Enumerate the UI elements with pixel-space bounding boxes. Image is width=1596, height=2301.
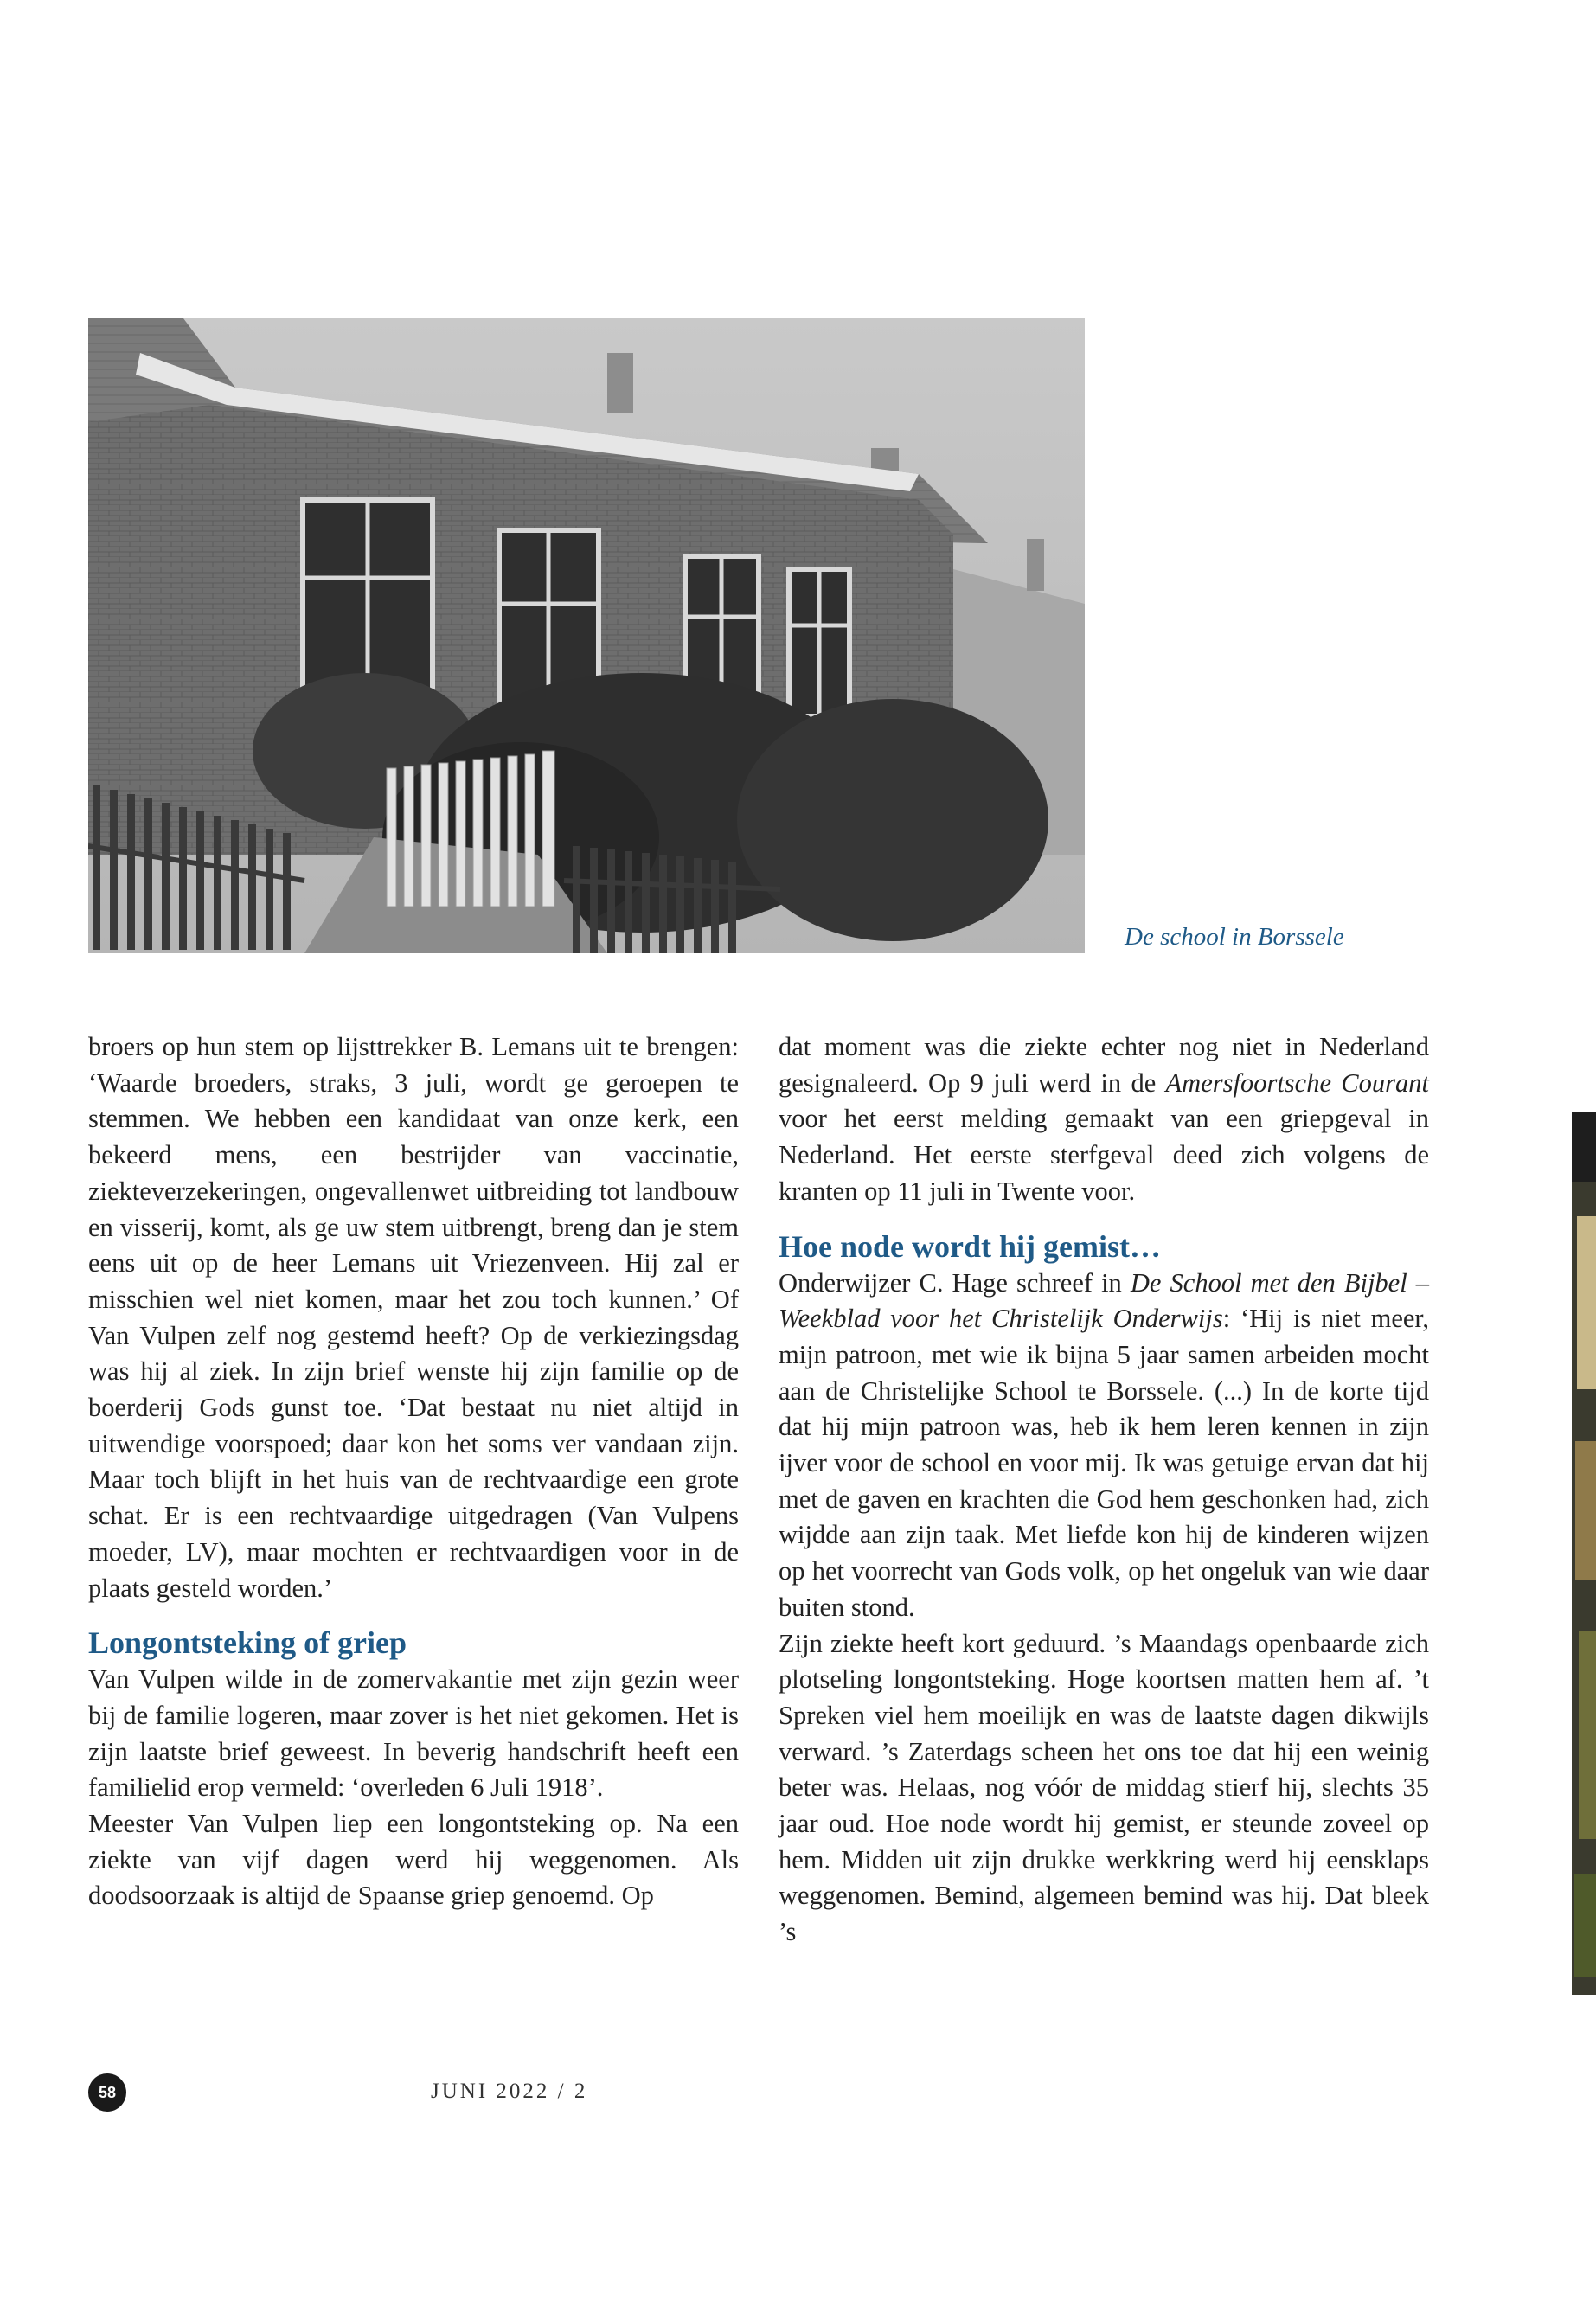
body-paragraph: Meester Van Vulpen liep een longontsteking op. Na een ziekte van vijf dagen werd hij weggenomen. Als doodsoorzaak is altijd de Spaanse griep genoemd. Op [88,1809,739,1911]
body-paragraph: Onderwijzer C. Hage schreef in De School met den Bijbel – Weekblad voor het Christelijk Onderwijs: ‘Hij is niet meer, mijn patroon, met wie ik bijna 5 jaar samen arbeiden mocht aan de Christelijke School te Borssele. (...) In de korte tijd dat hij mijn patroon was, heb ik hem leren kennen in zijn ijver voor de school en voor mij. Ik was getuige ervan dat hij met de gaven en krachten die God hem geschonken had, zich wijdde aan zijn taak. Met liefde kon hij de kinderen wijzen op het voorrecht van Gods volk, op het ongeluk van wie daar buiten stond. [779,1267,1429,1622]
body-paragraph: dat moment was die ziekte echter nog niet in Nederland gesignaleerd. Op 9 juli werd in de Amersfoortsche Courant voor het eerst melding gemaakt van een griepgeval in Nederland. Het eerste sterfgeval deed zich volgens de kranten op 11 juli in Twente voor. [779,1032,1429,1206]
left-column [88,1029,739,1914]
publication-title: De School met den Bijbel – Weekblad voor het Christelijk Onderwijs [779,1267,1429,1334]
body-paragraph: Zijn ziekte heeft kort geduurd. ’s Maandags openbaarde zich plotseling longontsteking. Hoge koortsen matten hem af. ’t Spreken viel hem moeilijk en was de laatste dagen dikwijls verward. ’s Zaterdags scheen het ons toe dat hij een weinig beter was. Helaas, nog vóór de middag stierf hij, slechts 35 jaar oud. Hoe node wordt hij gemist, er steunde zoveel op hem. Midden uit zijn drukke werkkring werd hij eensklaps weggenomen. Bemind, algemeen bemind was hij. Dat bleek ’s [779,1628,1429,1947]
body-paragraph: Van Vulpen wilde in de zomervakantie met zijn gezin weer bij de familie logeren, maar zover is het niet gekomen. Het is zijn laatste brief geweest. In beverig handschrift heeft een familielid erop vermeld: ‘overleden 6 Juli 1918’. [88,1664,739,1803]
adjacent-page-edge [1572,1112,1596,1995]
section-heading: Longontsteking of griep [88,1625,407,1661]
school-photo [88,318,1085,953]
newspaper-title: Amersfoortsche Courant [1165,1067,1429,1098]
body-paragraph: broers op hun stem op lijsttrekker B. Lemans uit te brengen: ‘Waarde broeders, straks, 3 juli, wordt ge geroepen te stemmen. We hebben een kandidaat van onze kerk, een bekeerd mens, een bestrijder van vaccinatie, ziekteverzekeringen, ongevallenwet uitbreiding tot landbouw en visserij, komt, als ge uw stem uitbrengt, breng dan je stem eens uit op de heer Lemans uit Vriezenveen. Hij zal er misschien wel niet komen, maar het zou toch kunnen.’ Of Van Vulpen zelf nog gestemd heeft? Op de verkiezingsdag was hij al ziek. In zijn brief wenste hij zijn familie op de boerderij Gods gunst toe. ‘Dat bestaat nu niet altijd in uitwendige voorspoed; daar kon het soms ver vandaan zijn. Maar toch blijft in het huis van de rechtvaardige een grote schat. Er is een rechtvaardige uitgedragen (Van Vulpens moeder, LV), maar mochten er rechtvaardigen voor in de plaats gesteld worden.’ [88,1032,739,1603]
issue-label: JUNI 2022 / 2 [431,2080,588,2103]
photo-caption: De school in Borssele [1125,923,1344,951]
section-heading: Hoe node wordt hij gemist… [779,1228,1161,1264]
page-number-badge: 58 [88,2073,126,2112]
right-column [779,1029,1429,1951]
